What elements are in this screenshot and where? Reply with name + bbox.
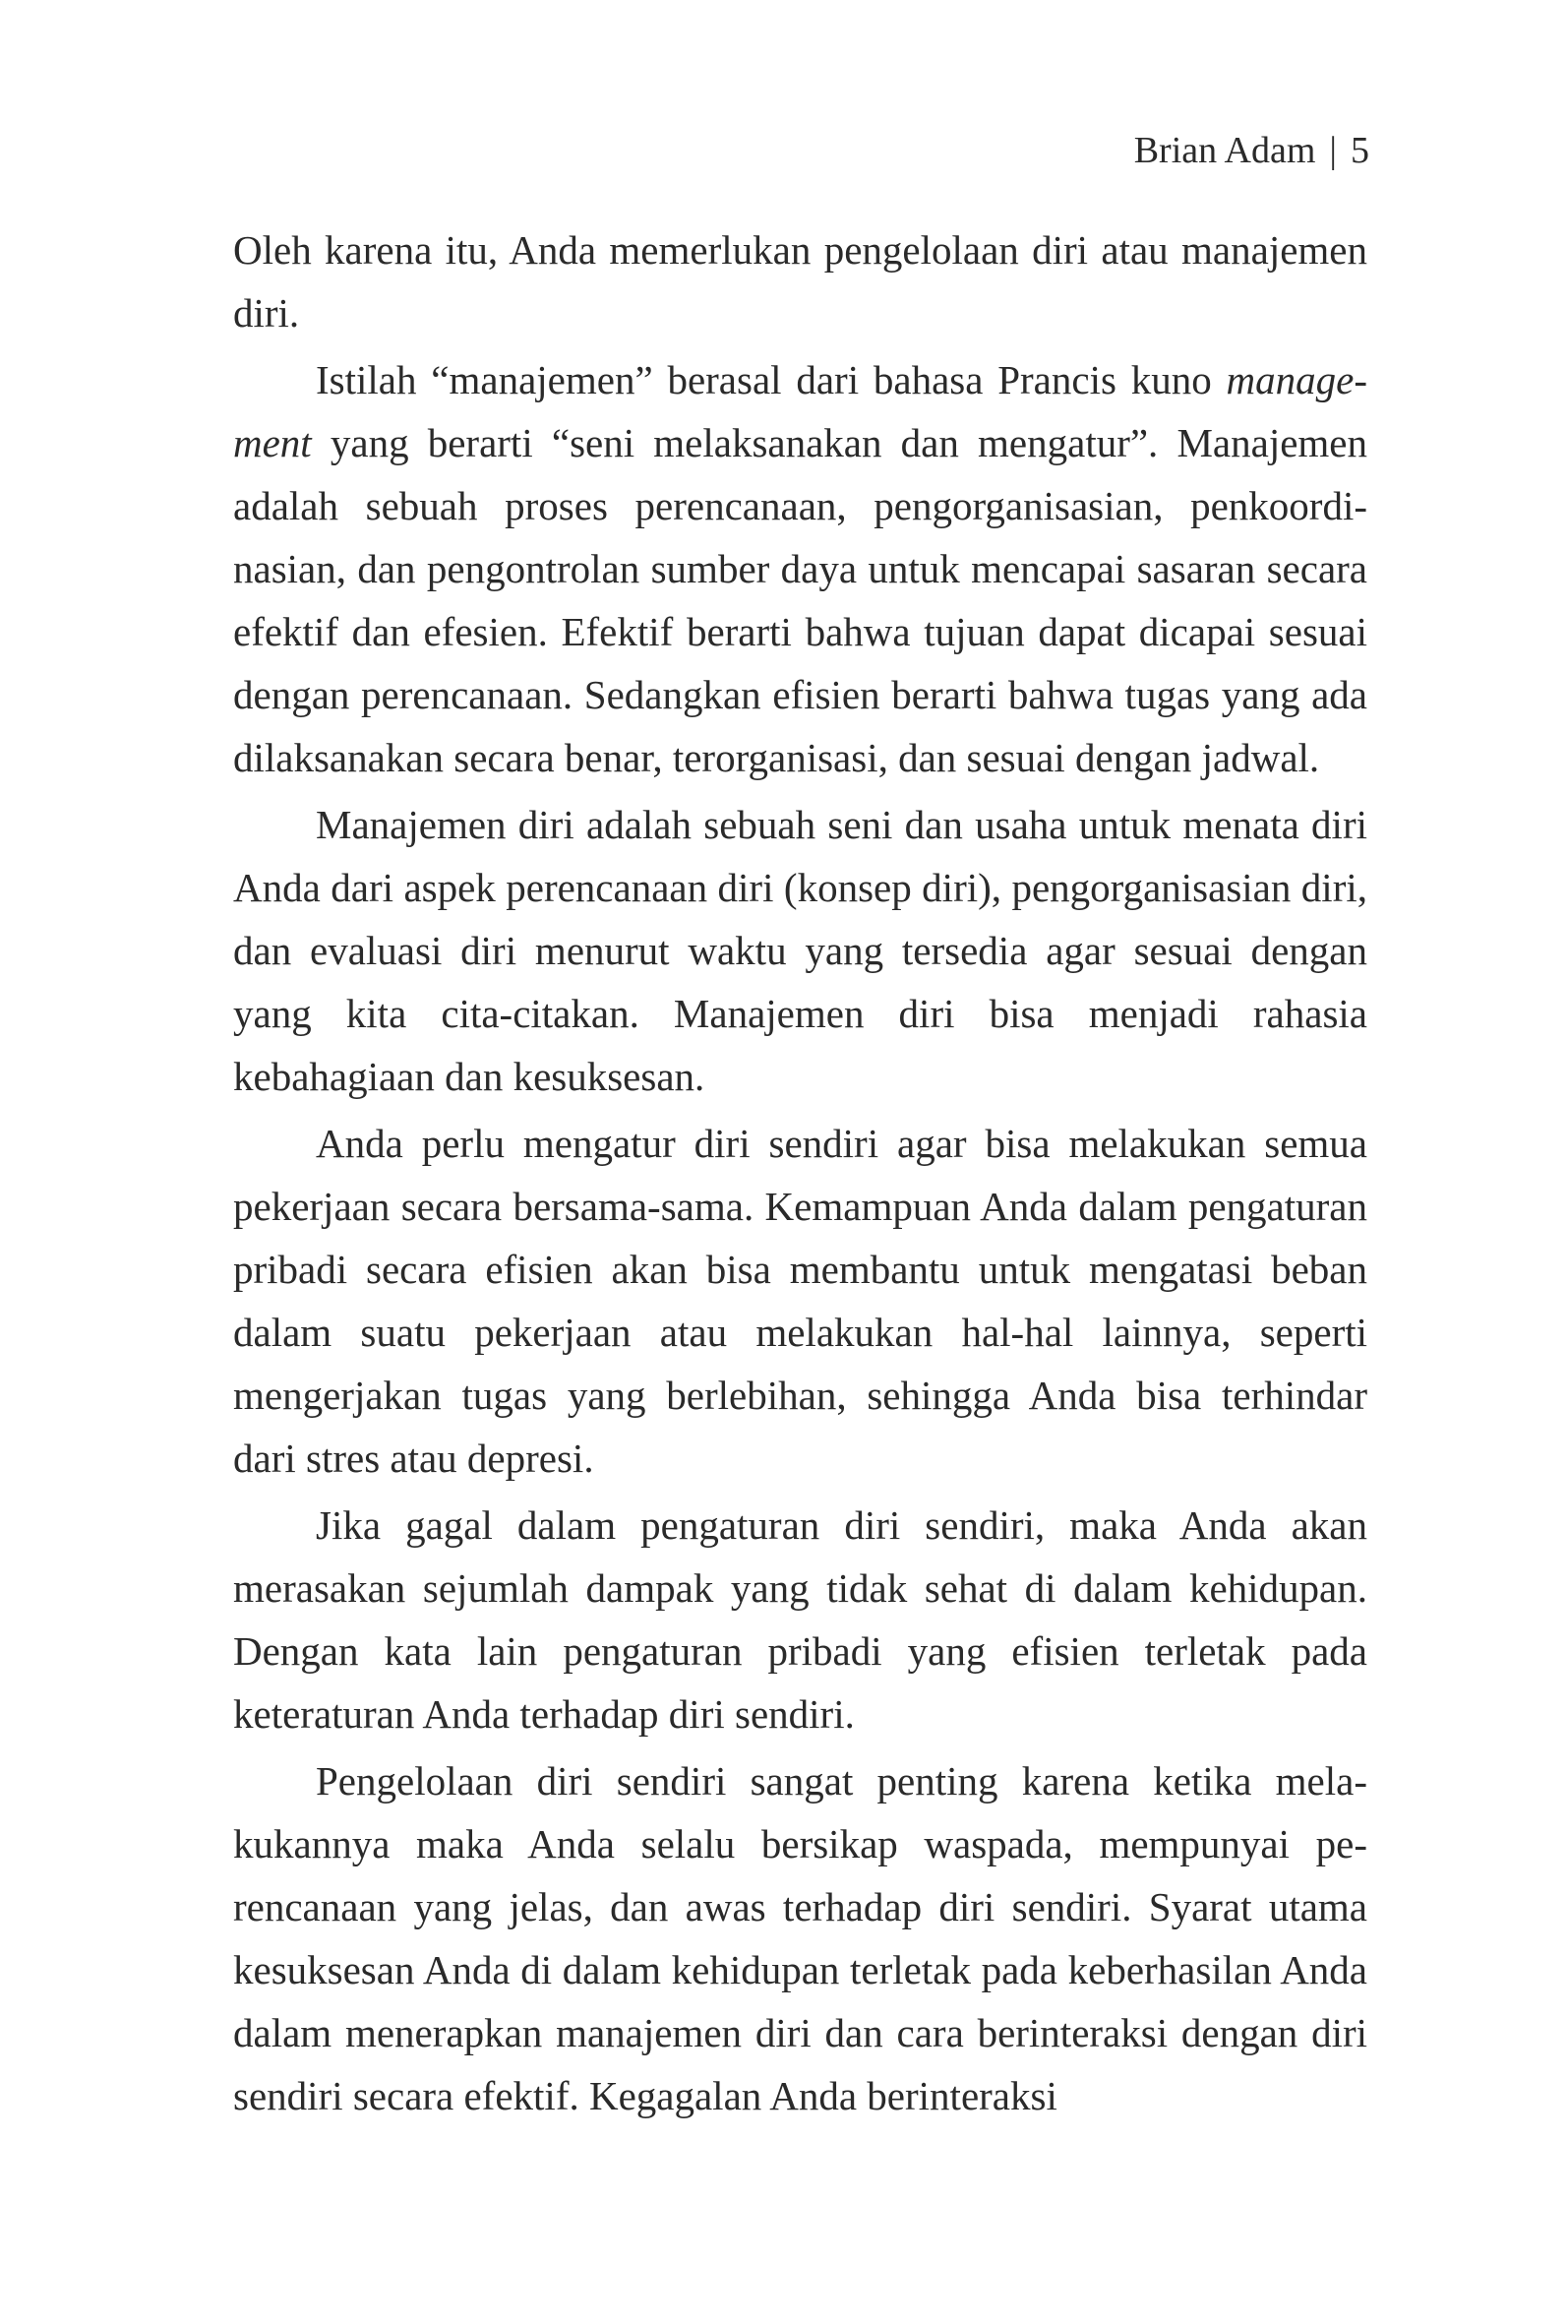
paragraph-2-after: yang berarti “seni melaksanakan dan mengatur”. Manajemen adalah sebuah proses perencanaan, pengorganisasian, penkoordinasian, dan pengontrolan sumber daya untuk mencapai sasaran secara efektif dan efesien. Efektif berarti bahwa tujuan dapat dicapai sesuai dengan perencanaan. Sedangkan efisien berarti bahwa tugas yang ada dilaksanakan secara benar, terorganisasi, dan sesuai dengan jadwal. <box>233 420 1367 780</box>
paragraph-4: Anda perlu mengatur diri sendiri agar bisa melakukan semua pekerjaan secara bersama-sama. Kemampuan Anda dalam pengaturan pribadi secara efisien akan bisa membantu untuk mengatasi beban dalam suatu pekerjaan atau melakukan hal-hal lainnya, seperti mengerjakan tugas yang berlebihan, sehingga Anda bisa terhindar dari stres atau depresi. <box>233 1121 1367 1481</box>
body-text <box>233 218 1367 2131</box>
running-header <box>1134 126 1369 175</box>
header-author: Brian Adam <box>1133 130 1316 171</box>
header-separator: | <box>1329 130 1337 171</box>
paragraph-2-italic-term: management <box>233 357 1367 465</box>
paragraph-3: Manajemen diri adalah sebuah seni dan usaha untuk menata diri Anda dari aspek perencanaan diri (konsep diri), pengorganisasian diri, dan evaluasi diri menurut waktu yang tersedia agar sesuai dengan yang kita cita-citakan. Manajemen diri bisa menjadi rahasia kebahagiaan dan kesuksesan. <box>233 802 1367 1099</box>
paragraph-1: Oleh karena itu, Anda memerlukan pengelolaan diri atau manajemen diri. <box>233 227 1367 336</box>
page-number: 5 <box>1351 130 1369 171</box>
paragraph-6: Pengelolaan diri sendiri sangat penting karena ketika melakukannya maka Anda selalu bersikap waspada, mempunyai perencanaan yang jelas, dan awas terhadap diri sendiri. Syarat utama kesuksesan Anda di dalam kehidupan terletak pada keberhasilan Anda dalam menerapkan manajemen diri dan cara berinteraksi dengan diri sendiri secara efektif. Kegagalan Anda berinteraksi <box>233 1758 1367 2118</box>
paragraph-5: Jika gagal dalam pengaturan diri sendiri, maka Anda akan merasakan sejumlah dampak yang tidak sehat di dalam kehidupan. Dengan kata lain pengaturan pribadi yang efisien terletak pada keteraturan Anda terhadap diri sendiri. <box>233 1502 1367 1737</box>
paragraph-2 <box>233 348 1367 789</box>
paragraph-2-before: Istilah “manajemen” berasal dari bahasa Prancis kuno <box>316 357 1227 402</box>
